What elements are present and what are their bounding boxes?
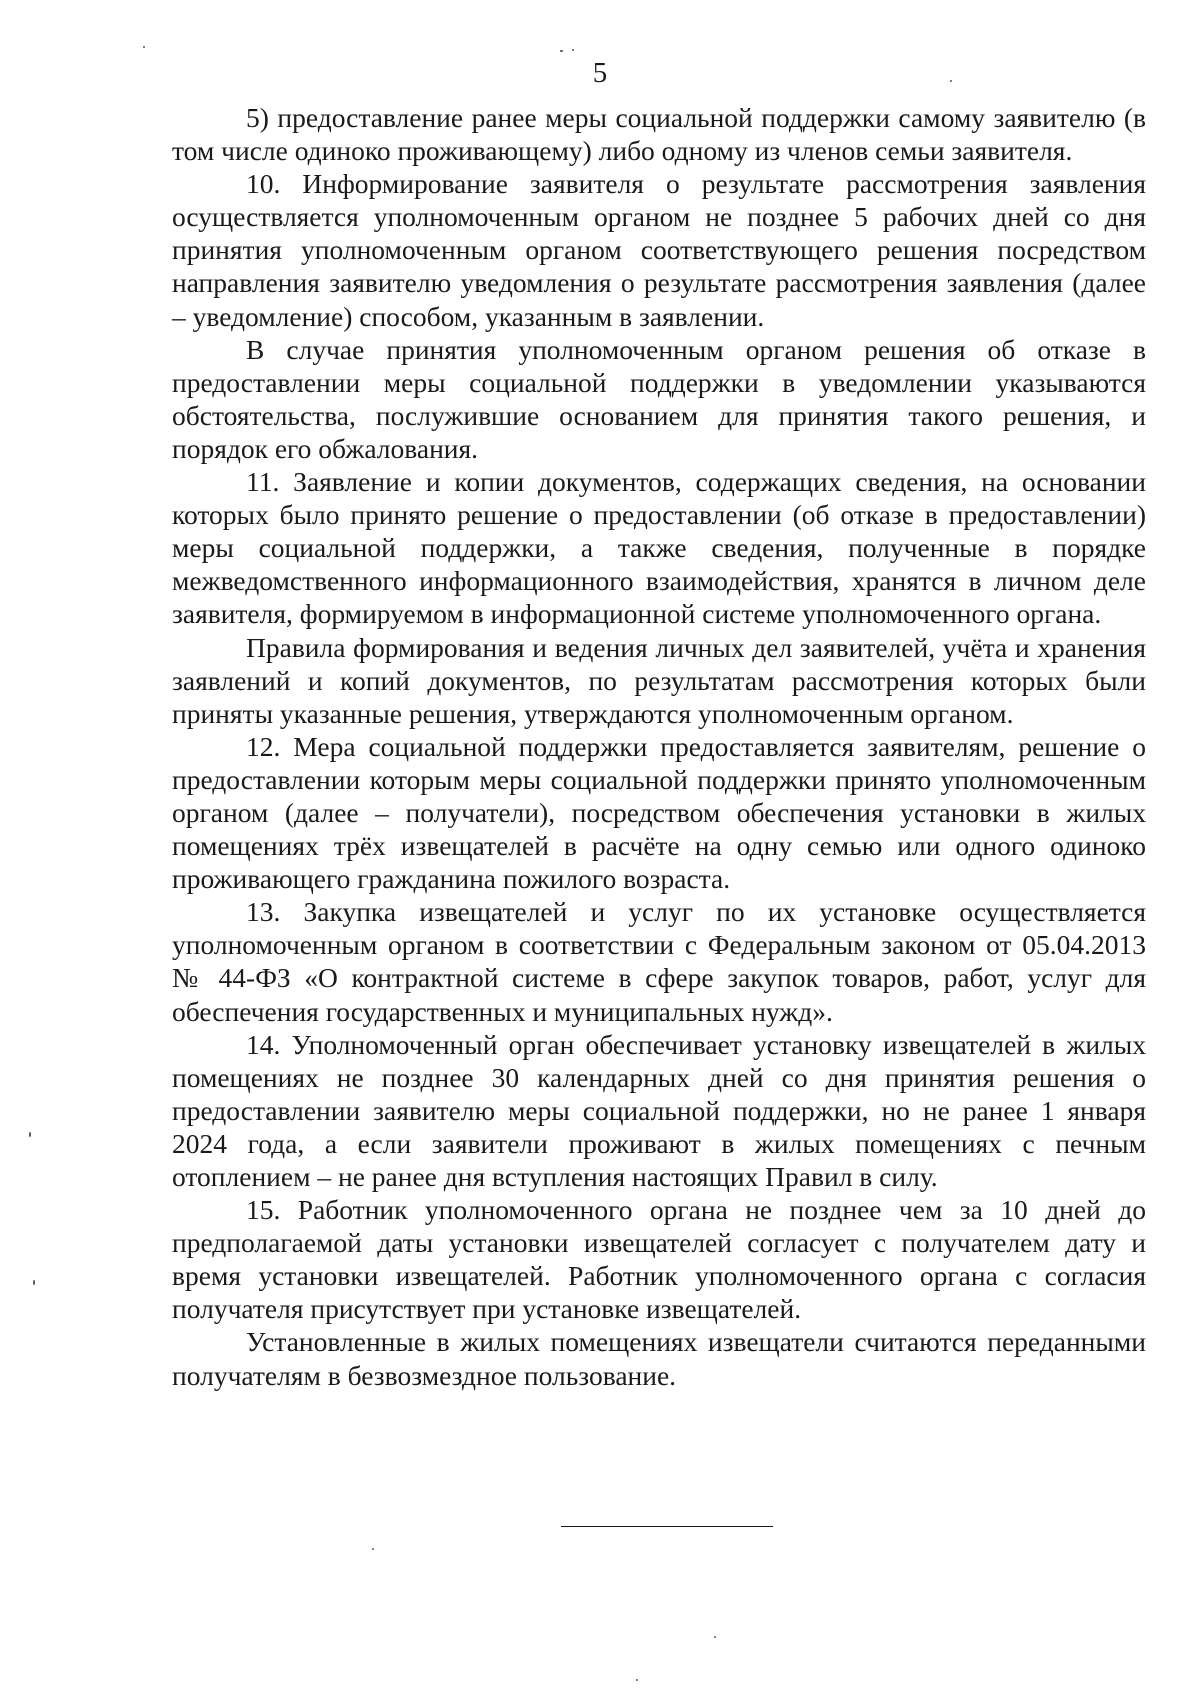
paragraph-clause-14: 14. Уполномоченный орган обеспечивает установку извещателей в жилых помещениях не позднее 30 календарных дней со дня принятия решения о предоставлении заявителю меры социальной поддержки, но не ранее 1 января 2024 года, а если заявители проживают в жилых помещениях с печным отоплением – не ранее дня вступления настоящих Правил в силу. (172, 1028, 1146, 1192)
document-body (172, 101, 1146, 1392)
scan-speck (29, 1132, 31, 1137)
paragraph-personal-files-rules: Правила формирования и ведения личных дел заявителей, учёта и хранения заявлений и копий документов, по результатам рассмотрения которых были приняты указанные решения, утверждаются уполномоченным органом. (172, 631, 1146, 729)
paragraph-clause-13: 13. Закупка извещателей и услуг по их установке осуществляется уполномоченным органом в соответствии с Федеральным законом от 05.04.2013 № 44-ФЗ «О контрактной системе в сфере закупок товаров, работ, услуг для обеспечения государственных и муниципальных нужд». (172, 896, 1146, 1027)
paragraph-item-5: 5) предоставление ранее меры социальной поддержки самому заявителю (в том числе одиноко проживающему) либо одному из членов семьи заявителя. (172, 102, 1146, 167)
paragraph-refusal-notice: В случае принятия уполномоченным органом решения об отказе в предоставлении меры социальной поддержки в уведомлении указываются обстоятельства, послужившие основанием для принятия такого решения, и порядок его обжалования. (172, 333, 1146, 464)
scan-speck (33, 1280, 35, 1285)
closing-rule (561, 1526, 773, 1527)
scan-speck (714, 1636, 716, 1638)
paragraph-clause-15: 15. Работник уполномоченного органа не позднее чем за 10 дней до предполагаемой даты установки извещателей согласует с получателем дату и время установки извещателей. Работник уполномоченного органа с согласия получателя присутствует при установке извещателей. (172, 1194, 1146, 1325)
scan-speck (636, 1679, 638, 1681)
paragraph-free-use: Установленные в жилых помещениях извещатели считаются переданными получателям в безвозмездное пользование. (172, 1326, 1146, 1391)
scan-speck (143, 46, 145, 48)
scan-speck (372, 1548, 374, 1550)
paragraph-clause-12: 12. Мера социальной поддержки предоставляется заявителям, решение о предоставлении которым меры социальной поддержки принято уполномоченным органом (далее – получатели), посредством обеспечения установки в жилых помещениях трёх извещателей в расчёте на одну семью или одного одиноко проживающего гражданина пожилого возраста. (172, 730, 1146, 895)
paragraph-clause-10: 10. Информирование заявителя о результате рассмотрения заявления осуществляется уполномоченным органом не позднее 5 рабочих дней со дня принятия уполномоченным органом соответствующего решения посредством направления заявителю уведомления о результате рассмотрения заявления (далее – уведомление) способом, указанным в заявлении. (172, 168, 1146, 332)
scan-speck (572, 49, 574, 51)
scan-speck (950, 80, 952, 82)
page-number: 5 (592, 57, 608, 89)
scan-speck (560, 50, 563, 52)
paragraph-clause-11: 11. Заявление и копии документов, содержащих сведения, на основании которых было принято решение о предоставлении (об отказе в предоставлении) меры социальной поддержки, а также сведения, полученные в порядке межведомственного информационного взаимодействия, хранятся в личном деле заявителя, формируемом в информационной системе уполномоченного органа. (172, 466, 1146, 630)
